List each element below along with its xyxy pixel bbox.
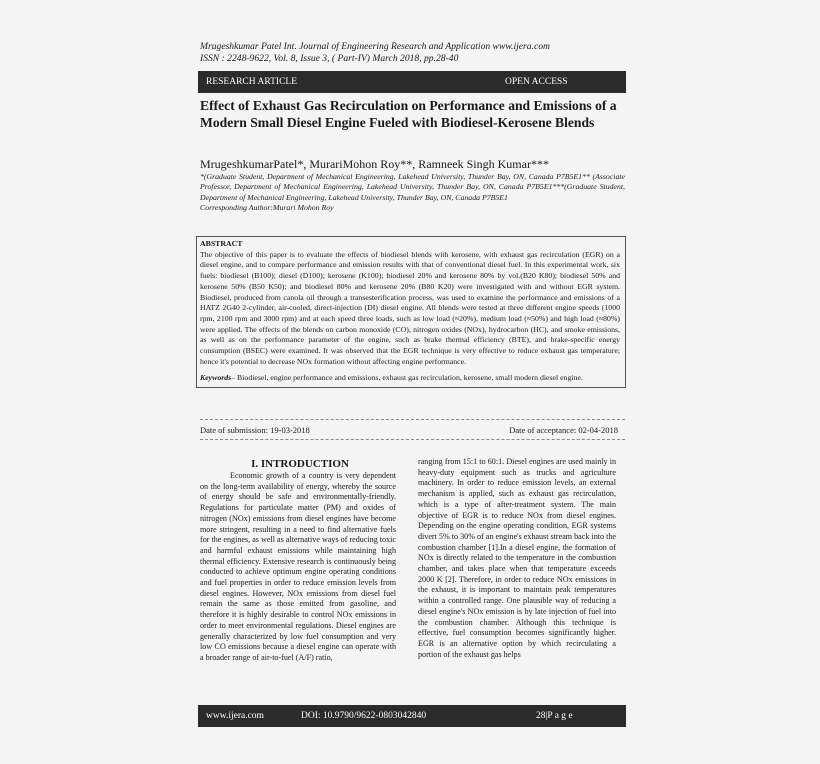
abstract-box — [196, 236, 626, 388]
journal-header — [200, 41, 630, 65]
footer-page-number: 28|P a g e — [536, 711, 573, 721]
acceptance-date: Date of acceptance: 02-04-2018 — [509, 425, 618, 435]
author-list: MrugeshkumarPatel*, MurariMohon Roy**, Ramneek Singh Kumar*** — [200, 157, 549, 171]
footer-bar — [198, 705, 626, 727]
submission-date: Date of submission: 19-03-2018 — [200, 425, 310, 435]
corresponding-author: Corresponding Author:Murari Mohon Roy — [200, 203, 334, 213]
footer-doi: DOI: 10.9790/9622-0803042840 — [301, 711, 427, 721]
paper-title: Effect of Exhaust Gas Recirculation on Performance and Emissions of a Modern Small Diesel Engine Fueled with Biodiesel-Kerosene Blends — [200, 98, 617, 130]
journal-issn: ISSN : 2248-9622, Vol. 8, Issue 3, ( Part-IV) March 2018, pp.28-40 — [200, 53, 459, 64]
affiliations — [200, 172, 625, 214]
article-type-bar — [198, 71, 626, 93]
dates-row — [200, 425, 618, 435]
divider-top — [200, 419, 625, 420]
abstract-text: The objective of this paper is to evaluate the effects of biodiesel blends with kerosene, with exhaust gas recirculation (EGR) on a diesel engine, and to compare performance and emission results with that of conventional diesel fuel. In this experimental work, six fuels: biodiesel (B100); diesel (D100); kerosene (K100); biodiesel 20% and kerosene 80% by vol.(B20 K80); biodiesel 50% and kerosene 50% (B50 K50); and biodiesel 80% and kerosene 20% (B80 K20) were investigated with and without EGR system. Biodiesel, produced from canola oil through a transesterification process, was used to examine the performance and emissions of a HATZ 2G40 2-cylinder, air-cooled, direct-injection (DI) diesel engine. All blends were tested at three different engine speeds (1000 rpm, 2100 rpm and 3000 rpm) and at each speed three loads, such as low load (≈20%), medium load (≈50%) and high load (≈80%) were applied. The effects of the blends on carbon monoxide (CO), nitrogen oxides (NOx), hydrocarbon (HC), and smoke emissions, as well as on the performance parameter of the engine, such as brake thermal efficiency (BTE), and brake-specific energy consumption (BSEC) were examined. It was observed that the EGR technique is very effective to reduce exhaust gas temperature; hence it's potential to decrease NOx formation without affecting engine performance. — [200, 249, 620, 366]
open-access-label: OPEN ACCESS — [505, 77, 568, 87]
divider-bottom — [200, 439, 625, 440]
keywords-text: – Biodiesel, engine performance and emissions, exhaust gas recirculation, kerosene, small modern diesel engine. — [231, 373, 583, 383]
abstract-heading: ABSTRACT — [200, 239, 243, 248]
keywords-label: Keywords — [200, 373, 232, 383]
body-column-left: Economic growth of a country is very dependent on the long-term availability of energy, whereby the source of energy should be safe and environmentally-friendly. Regulations for particulate matter (PM) and oxides of nitrogen (NOx) emissions from diesel engines have become more stringent, resulting in a need to find alternative fuels for the engines, as well as alternative ways of reducing toxic and harmful exhaust emissions while maintaining high thermal efficiency. Extensive research is continuously being conducted to achieve optimum engine operating conditions and fuel properties in order to reduce emission levels from diesel engines. However, NOx emissions from diesel fuel remain the same as those emitted from gasoline, and therefore it is highly desirable to control NOx emissions in order to meet environmental regulations. Diesel engines are generally characterized by low fuel consumption and very low CO emissions because a diesel engine can operate with a broader range of air-to-fuel (A/F) ratio, — [200, 471, 396, 662]
footer-website: www.ijera.com — [206, 711, 264, 721]
journal-citation: Mrugeshkumar Patel Int. Journal of Engineering Research and Application www.ijera.com — [200, 41, 550, 52]
body-column-right: ranging from 15:1 to 60:1. Diesel engines are used mainly in heavy-duty equipment such as trucks and agriculture machinery. In order to reduce emission levels, an external mechanism is applied, such as exhaust gas recirculation, which is a type of after-treatment system. The main objective of EGR is to reduce NOx from diesel engines. Depending on the engine operating condition, EGR systems divert 5% to 30% of an engine's exhaust stream back into the combustion chamber [1].In a diesel engine, the formation of NOx is directly related to the temperature in the combustion chamber, and takes place when that temperature exceeds 2000 K [2]. Therefore, in order to reduce NOx emissions in the exhaust, it is important to maintain peak temperatures within a controlled range. One plausible way of reducing a diesel engine's NOx emission is by late injection of fuel into the combustion chamber. Although this technique is effective, fuel consumption becomes significantly higher. EGR is an alternative option by which recirculating a portion of the exhaust gas helps — [418, 457, 616, 659]
section-heading: I. INTRODUCTION — [251, 458, 349, 470]
keywords — [200, 373, 620, 384]
affiliation-text: *(Graduate Student, Department of Mechanical Engineering, Lakehead University, Thunder Bay, ON, Canada P7B5E1** (Associate Professor, Department of Mechanical Engineering, Lakehead University, Thunder Bay, ON, Canada P7B5E1***(Graduate Student, Department of Mechanical Engineering, Lakehead University, Thunder Bay, ON, Canada P7B5E1 — [200, 172, 625, 202]
research-article-label: RESEARCH ARTICLE — [206, 77, 298, 87]
